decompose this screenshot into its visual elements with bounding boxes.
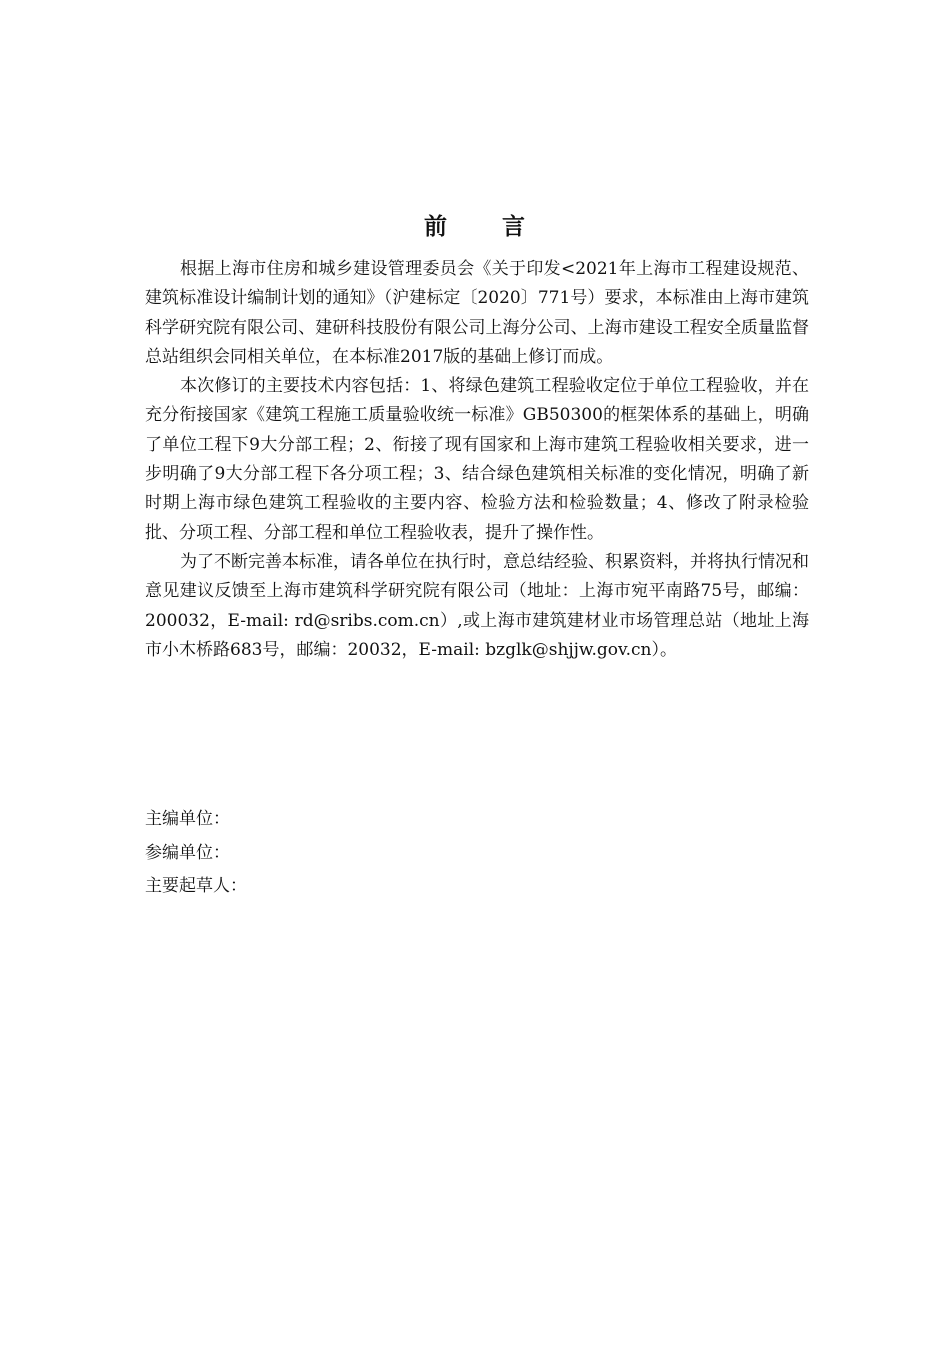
title-char-2: 言: [502, 214, 526, 240]
main-drafters-label: 主要起草人：: [145, 876, 247, 896]
signoff-block: [145, 803, 545, 904]
page-title: [0, 208, 950, 241]
preface-body: [145, 255, 809, 665]
title-char-1: 前: [424, 214, 448, 240]
paragraph-basis: 根据上海市住房和城乡建设管理委员会《关于印发<2021年上海市工程建设规范、建筑标准设计编制计划的通知》（沪建标定〔2020〕771号）要求，本标准由上海市建筑科学研究院有限公司、建研科技股份有限公司上海分公司、上海市建设工程安全质量监督总站组织会同相关单位，在本标准2017版的基础上修订而成。: [145, 259, 809, 367]
chief-editor-label: 主编单位：: [145, 809, 230, 829]
participating-units-label: 参编单位：: [145, 842, 230, 863]
paragraph-revisions: 本次修订的主要技术内容包括：1、将绿色建筑工程验收定位于单位工程验收，并在充分衔接国家《建筑工程施工质量验收统一标准》GB50300的框架体系的基础上，明确了单位工程下9大分部工程；2、衔接了现有国家和上海市建筑工程验收相关要求，进一步明确了9大分部工程下各分项工程；3、结合绿色建筑相关标准的变化情况，明确了新时期上海市绿色建筑工程验收的主要内容、检验方法和检验数量；4、修改了附录检验批、分项工程、分部工程和单位工程验收表，提升了操作性。: [145, 376, 809, 543]
paragraph-feedback: 为了不断完善本标准，请各单位在执行时，意总结经验、积累资料，并将执行情况和意见建议反馈至上海市建筑科学研究院有限公司（地址：上海市宛平南路75号，邮编：200032，E-mail: rd@sribs.com.cn）,或上海市建筑建材业市场管理总站（地址上海市小木桥路683号，邮编：20032，E-mail: bzglk@shjjw.gov.cn）。: [145, 551, 809, 660]
